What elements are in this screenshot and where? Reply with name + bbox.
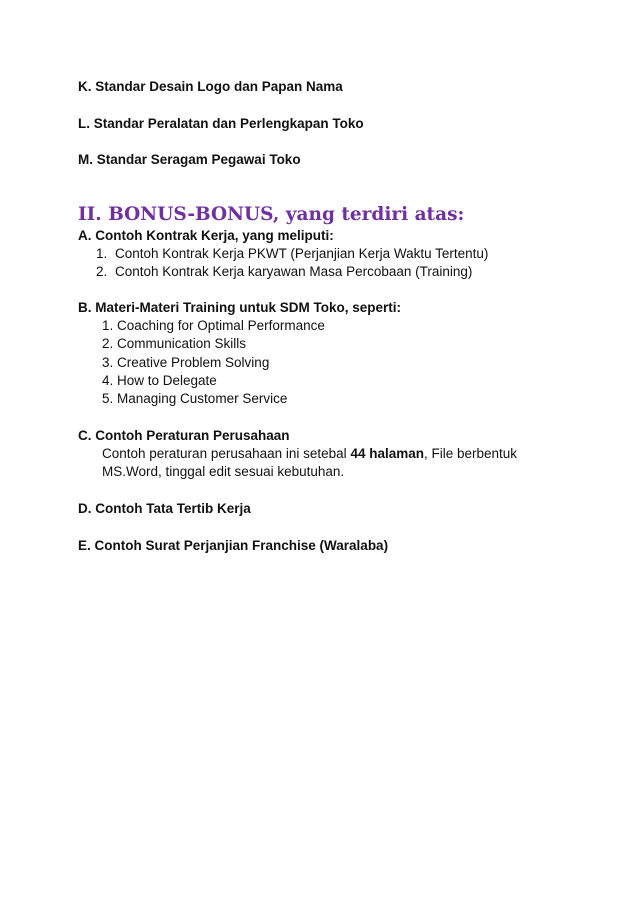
training-item: 3. Creative Problem Solving — [102, 355, 270, 370]
training-item: 2. Communication Skills — [102, 336, 247, 351]
section-c-text-after: , File berbentuk — [423, 446, 518, 461]
list-item-text: Contoh Kontrak Kerja karyawan Masa Percobaan (Training) — [115, 264, 473, 279]
section-c-paragraph-line-2: MS.Word, tinggal edit sesuai kebutuhan. — [102, 464, 345, 479]
section-d-title: D. Contoh Tata Tertib Kerja — [78, 501, 251, 516]
bonus-heading: II. BONUS-BONUS, yang terdiri atas: — [78, 204, 465, 225]
training-item: 1. Coaching for Optimal Performance — [102, 318, 325, 333]
section-c-page-count: 44 halaman — [350, 446, 424, 461]
list-item-number: 1. — [96, 246, 108, 261]
list-item-text: Contoh Kontrak Kerja PKWT (Perjanjian Kerja Waktu Tertentu) — [115, 246, 489, 261]
list-item — [96, 245, 516, 263]
section-c-text: Contoh peraturan perusahaan ini setebal — [102, 446, 351, 461]
list-item — [96, 263, 516, 281]
section-c-paragraph-line-1 — [102, 445, 517, 463]
training-item: 5. Managing Customer Service — [102, 391, 288, 406]
section-e-title: E. Contoh Surat Perjanjian Franchise (Waralaba) — [78, 538, 389, 553]
standard-k: K. Standar Desain Logo dan Papan Nama — [78, 79, 343, 94]
training-item: 4. How to Delegate — [102, 373, 217, 388]
standard-m: M. Standar Seragam Pegawai Toko — [78, 152, 301, 167]
section-a-title: A. Contoh Kontrak Kerja, yang meliputi: — [78, 228, 334, 243]
section-c-title: C. Contoh Peraturan Perusahaan — [78, 428, 290, 443]
section-b-title: B. Materi-Materi Training untuk SDM Toko, seperti: — [78, 300, 402, 315]
standard-l: L. Standar Peralatan dan Perlengkapan Toko — [78, 116, 364, 131]
list-item-number: 2. — [96, 264, 108, 279]
